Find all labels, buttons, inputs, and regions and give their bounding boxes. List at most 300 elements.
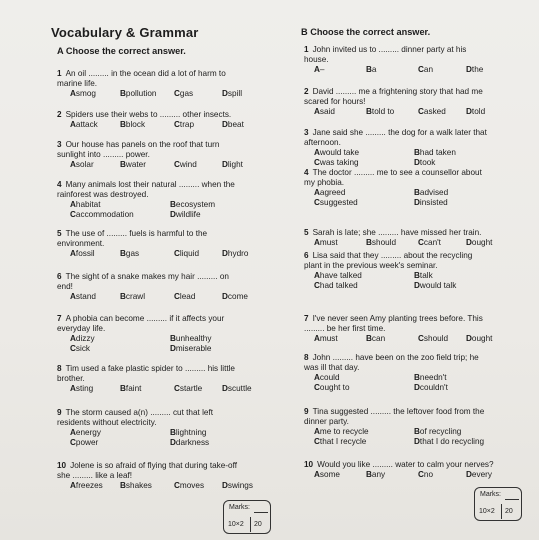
question-number: 7 (57, 314, 62, 323)
question-text-continued: dinner party. (304, 417, 349, 426)
answer-option-c[interactable] (314, 437, 366, 447)
option-text: a (371, 65, 377, 74)
option-letter: A (314, 427, 320, 436)
option-letter: A (314, 238, 320, 247)
answer-option-b[interactable] (414, 427, 461, 437)
option-letter: B (120, 89, 126, 98)
question-text-continued: she ......... like a leaf! (57, 471, 133, 480)
option-letter: B (414, 271, 420, 280)
answer-option-b[interactable] (120, 249, 139, 259)
option-text: was taking (319, 158, 359, 167)
option-letter: A (314, 148, 320, 157)
question-text: Sarah is late; she ......... have missed her train. (312, 228, 482, 237)
option-letter: D (222, 384, 228, 393)
question-text-continued: scared for hours! (304, 97, 366, 106)
answer-option-c[interactable] (418, 238, 441, 248)
answer-option-a[interactable] (70, 481, 103, 491)
answer-option-c[interactable] (314, 281, 358, 291)
answer-option-b[interactable] (120, 481, 152, 491)
option-letter: A (314, 334, 320, 343)
option-text: no (423, 470, 434, 479)
question-number: 5 (57, 229, 62, 238)
option-text: lead (179, 292, 196, 301)
question-text: The doctor ......... me to see a counsellor about (312, 168, 482, 177)
option-letter: A (70, 200, 76, 209)
answer-option-d[interactable] (466, 334, 492, 344)
option-letter: B (414, 427, 420, 436)
option-text: have talked (319, 271, 362, 280)
option-text: smog (75, 89, 96, 98)
answer-option-d[interactable] (222, 160, 243, 170)
answer-option-b[interactable] (366, 65, 376, 75)
answer-option-a[interactable] (70, 334, 95, 344)
answer-option-c[interactable] (314, 383, 350, 393)
option-text: pollution (125, 89, 157, 98)
answer-option-a[interactable] (70, 249, 95, 259)
answer-option-a[interactable] (314, 334, 338, 344)
question-2 (304, 87, 483, 107)
option-letter: B (366, 65, 372, 74)
option-letter: B (366, 107, 372, 116)
question-text: Lisa said that they ......... about the recycling (312, 251, 473, 260)
answer-option-a[interactable] (314, 65, 324, 75)
answer-option-a[interactable] (314, 238, 338, 248)
option-text: any (371, 470, 386, 479)
question-text: John invited us to ......... dinner party at his (312, 45, 467, 54)
question-text-continued: everyday life. (57, 324, 106, 333)
question-text-continued: my phobia. (304, 178, 345, 187)
answer-option-c[interactable] (314, 158, 359, 168)
option-text: told to (371, 107, 395, 116)
question-text: Tina suggested ......... the leftover food from the (312, 407, 485, 416)
answer-option-b[interactable] (414, 148, 456, 158)
option-letter: A (70, 481, 76, 490)
option-text: sick (75, 344, 91, 353)
option-text: the (471, 65, 484, 74)
option-letter: A (70, 384, 76, 393)
option-letter: D (222, 481, 228, 490)
answer-option-d[interactable] (222, 249, 248, 259)
option-letter: B (120, 120, 126, 129)
option-letter: A (314, 271, 320, 280)
option-text: me to recycle (319, 427, 369, 436)
option-letter: A (70, 89, 76, 98)
option-text: spill (227, 89, 243, 98)
option-text: lightning (175, 428, 207, 437)
answer-option-b[interactable] (170, 428, 206, 438)
option-text: an (423, 65, 434, 74)
option-letter: B (366, 334, 372, 343)
answer-option-c[interactable] (418, 107, 446, 117)
answer-option-b[interactable] (170, 334, 211, 344)
option-text: asked (423, 107, 446, 116)
question-text-continued: marine life. (57, 79, 98, 88)
option-letter: A (314, 107, 320, 116)
question-text: Many animals lost their natural ......... when the (65, 180, 235, 189)
option-text: wildlife (175, 210, 201, 219)
question-text-continued: sunlight into ......... power. (57, 150, 150, 159)
marks-label: Marks: (229, 504, 250, 511)
answer-option-d[interactable] (222, 89, 242, 99)
option-letter: C (174, 249, 180, 258)
answer-option-d[interactable] (414, 158, 435, 168)
answer-option-a[interactable] (70, 120, 98, 130)
option-letter: C (418, 107, 424, 116)
option-text: should (423, 334, 449, 343)
answer-option-a[interactable] (314, 427, 369, 437)
answer-option-d[interactable] (170, 210, 201, 220)
question-number: 5 (304, 228, 309, 237)
option-letter: C (70, 344, 76, 353)
option-letter: C (418, 334, 424, 343)
question-3 (304, 128, 487, 148)
option-letter: D (170, 344, 176, 353)
option-text: gas (125, 249, 140, 258)
option-letter: D (414, 198, 420, 207)
option-letter: A (70, 160, 76, 169)
option-letter: D (414, 437, 420, 446)
question-number: 2 (57, 110, 62, 119)
option-letter: D (466, 65, 472, 74)
section-b-marks-box (474, 487, 522, 521)
option-letter: D (170, 210, 176, 219)
question-1 (57, 69, 226, 89)
option-text: habitat (75, 200, 101, 209)
option-letter: B (414, 148, 420, 157)
option-letter: B (366, 238, 372, 247)
answer-option-c[interactable] (70, 344, 90, 354)
option-letter: D (222, 120, 228, 129)
option-letter: D (466, 334, 472, 343)
question-number: 4 (57, 180, 62, 189)
answer-option-c[interactable] (418, 470, 433, 480)
question-number: 8 (57, 364, 62, 373)
answer-option-b[interactable] (120, 160, 146, 170)
answer-option-c[interactable] (174, 384, 202, 394)
option-text: stand (75, 292, 96, 301)
answer-option-a[interactable] (314, 470, 340, 480)
answer-option-d[interactable] (414, 281, 456, 291)
question-text-continued: afternoon. (304, 138, 341, 147)
answer-option-b[interactable] (366, 238, 396, 248)
option-text: miserable (175, 344, 212, 353)
answer-option-a[interactable] (70, 160, 94, 170)
answer-option-a[interactable] (70, 384, 93, 394)
option-text: hydro (227, 249, 249, 258)
marks-divider (250, 517, 251, 532)
question-text: The sight of a snake makes my hair ......... on (65, 272, 229, 281)
option-letter: D (222, 292, 228, 301)
answer-option-d[interactable] (170, 438, 209, 448)
answer-option-a[interactable] (70, 292, 96, 302)
marks-divider (501, 504, 502, 519)
option-letter: D (466, 470, 472, 479)
option-letter: A (70, 334, 76, 343)
option-letter: A (314, 65, 320, 74)
option-text: shakes (125, 481, 152, 490)
answer-option-a[interactable] (70, 89, 96, 99)
marks-fraction: 10×2 (479, 508, 495, 515)
answer-option-c[interactable] (174, 249, 199, 259)
question-text: David ......... me a frightening story that had me (312, 87, 483, 96)
question-number: 8 (304, 353, 309, 362)
question-10 (57, 461, 237, 481)
option-text: took (419, 158, 436, 167)
answer-option-d[interactable] (466, 238, 492, 248)
question-number: 3 (57, 140, 62, 149)
option-letter: C (418, 65, 424, 74)
option-letter: C (174, 481, 180, 490)
answer-option-c[interactable] (174, 160, 197, 170)
question-number: 3 (304, 128, 309, 137)
option-text: should (371, 238, 397, 247)
question-number: 6 (304, 251, 309, 260)
question-text-continued: residents without electricity. (57, 418, 157, 427)
option-text: liquid (179, 249, 200, 258)
answer-option-b[interactable] (120, 120, 145, 130)
option-text: every (471, 470, 492, 479)
option-letter: A (70, 120, 76, 129)
answer-option-a[interactable] (314, 148, 359, 158)
question-text: An oil ......... in the ocean did a lot of harm to (65, 69, 226, 78)
option-text: light (227, 160, 243, 169)
option-text: attack (75, 120, 98, 129)
option-text: talk (419, 271, 433, 280)
question-text: Tim used a fake plastic spider to ......... his little (65, 364, 235, 373)
option-text: swings (227, 481, 253, 490)
option-letter: A (314, 470, 320, 479)
option-text: can't (423, 238, 441, 247)
question-text-continued: rainforest was destroyed. (57, 190, 149, 199)
question-text: Jane said she ......... the dog for a walk later that (312, 128, 487, 137)
question-5 (304, 228, 481, 238)
question-text: John ......... have been on the zoo field trip; he (312, 353, 479, 362)
option-text: sting (75, 384, 94, 393)
answer-option-b[interactable] (414, 373, 447, 383)
question-text-continued: plant in the previous week's seminar. (304, 261, 438, 270)
marks-total: 20 (505, 508, 513, 515)
answer-option-a[interactable] (70, 200, 101, 210)
option-text: needn't (419, 373, 447, 382)
answer-option-a[interactable] (314, 188, 345, 198)
answer-option-d[interactable] (222, 481, 253, 491)
answer-option-b[interactable] (414, 271, 433, 281)
section-a-heading: A Choose the correct answer. (57, 46, 186, 56)
section-b-heading: B Choose the correct answer. (301, 27, 431, 37)
option-letter: B (366, 470, 372, 479)
option-text: that I recycle (319, 437, 367, 446)
option-text: of recycling (419, 427, 462, 436)
option-letter: C (314, 281, 320, 290)
answer-option-d[interactable] (222, 384, 252, 394)
question-number: 1 (304, 45, 309, 54)
option-letter: C (70, 210, 76, 219)
option-text: can (371, 334, 386, 343)
option-letter: D (466, 107, 472, 116)
option-letter: B (120, 384, 126, 393)
option-text: advised (419, 188, 449, 197)
question-10 (304, 460, 494, 470)
option-text: dizzy (75, 334, 95, 343)
option-letter: B (170, 334, 176, 343)
answer-option-d[interactable] (222, 120, 244, 130)
question-number: 6 (57, 272, 62, 281)
question-8 (304, 353, 479, 373)
answer-option-c[interactable] (174, 120, 194, 130)
option-text: had talked (319, 281, 358, 290)
option-text: come (227, 292, 248, 301)
option-letter: A (314, 373, 320, 382)
answer-option-d[interactable] (170, 344, 211, 354)
option-letter: D (222, 160, 228, 169)
question-text: Our house has panels on the roof that turn (65, 140, 220, 149)
option-letter: A (70, 292, 76, 301)
option-letter: C (174, 384, 180, 393)
answer-option-d[interactable] (414, 437, 484, 447)
option-text: water (125, 160, 146, 169)
option-letter: C (174, 120, 180, 129)
option-letter: D (222, 89, 228, 98)
question-text: Would you like ......... water to calm your nerves? (317, 460, 494, 469)
answer-option-c[interactable] (70, 210, 134, 220)
question-number: 9 (304, 407, 309, 416)
question-text-continued: brother. (57, 374, 85, 383)
option-letter: D (222, 249, 228, 258)
page-title: Vocabulary & Grammar (51, 25, 199, 40)
option-letter: C (314, 437, 320, 446)
option-text: – (319, 65, 325, 74)
answer-option-a[interactable] (314, 107, 335, 117)
question-text-continued: end! (57, 282, 73, 291)
option-text: beat (227, 120, 244, 129)
question-number: 4 (304, 168, 309, 177)
answer-option-a[interactable] (70, 428, 101, 438)
option-letter: A (314, 188, 320, 197)
question-2 (57, 110, 231, 120)
question-7 (57, 314, 224, 334)
option-text: ought (471, 238, 493, 247)
option-letter: A (70, 249, 76, 258)
question-text: A phobia can become ......... if it affects your (65, 314, 225, 323)
answer-option-c[interactable] (418, 65, 433, 75)
answer-option-c[interactable] (418, 334, 448, 344)
question-number: 7 (304, 314, 309, 323)
question-6 (57, 272, 229, 292)
answer-option-b[interactable] (414, 188, 448, 198)
question-3 (57, 140, 219, 160)
option-text: accommodation (75, 210, 134, 219)
question-text: Spiders use their webs to ......... other insects. (65, 110, 232, 119)
option-text: would talk (419, 281, 457, 290)
answer-option-d[interactable] (466, 470, 492, 480)
answer-option-a[interactable] (314, 271, 362, 281)
answer-option-a[interactable] (314, 373, 340, 383)
option-text: solar (75, 160, 94, 169)
question-4 (57, 180, 235, 200)
answer-option-d[interactable] (414, 198, 448, 208)
question-text-continued: was ill that day. (304, 363, 360, 372)
option-letter: B (414, 373, 420, 382)
option-text: darkness (175, 438, 210, 447)
option-letter: D (170, 438, 176, 447)
question-text: The storm caused a(n) ......... cut that left (65, 408, 213, 417)
option-text: could (319, 373, 340, 382)
option-text: gas (179, 89, 194, 98)
option-letter: B (120, 292, 126, 301)
marks-total: 20 (254, 521, 262, 528)
answer-option-c[interactable] (70, 438, 98, 448)
question-text: Jolene is so afraid of flying that during take-off (70, 461, 237, 470)
option-text: unhealthy (175, 334, 212, 343)
answer-option-b[interactable] (120, 384, 141, 394)
option-text: power (75, 438, 99, 447)
answer-option-c[interactable] (174, 89, 193, 99)
option-letter: B (120, 481, 126, 490)
option-text: had taken (419, 148, 456, 157)
option-text: that I do recycling (419, 437, 485, 446)
option-text: some (319, 470, 340, 479)
option-text: fossil (75, 249, 95, 258)
question-number: 10 (57, 461, 67, 470)
marks-score-blank (254, 512, 268, 513)
question-1 (304, 45, 466, 65)
answer-option-c[interactable] (314, 198, 358, 208)
question-9 (304, 407, 484, 427)
answer-option-b[interactable] (120, 292, 145, 302)
answer-option-d[interactable] (414, 383, 448, 393)
question-8 (57, 364, 235, 384)
answer-option-b[interactable] (170, 200, 215, 210)
answer-option-b[interactable] (120, 89, 156, 99)
option-letter: B (120, 160, 126, 169)
option-text: ought (471, 334, 493, 343)
answer-option-b[interactable] (366, 470, 385, 480)
answer-option-c[interactable] (174, 292, 195, 302)
option-text: ecosystem (175, 200, 216, 209)
option-text: suggested (319, 198, 358, 207)
option-letter: D (466, 238, 472, 247)
question-text: The use of ......... fuels is harmful to the (65, 229, 208, 238)
option-text: ought to (319, 383, 350, 392)
question-5 (57, 229, 207, 249)
marks-fraction: 10×2 (228, 521, 244, 528)
option-text: freezes (75, 481, 103, 490)
answer-option-c[interactable] (174, 481, 204, 491)
answer-option-b[interactable] (366, 107, 394, 117)
option-letter: D (414, 281, 420, 290)
question-number: 9 (57, 408, 62, 417)
answer-option-d[interactable] (466, 107, 485, 117)
answer-option-d[interactable] (466, 65, 483, 75)
option-letter: C (174, 292, 180, 301)
question-text-continued: environment. (57, 239, 105, 248)
question-text-continued: house. (304, 55, 329, 64)
option-text: wind (179, 160, 197, 169)
option-letter: B (414, 188, 420, 197)
option-letter: C (418, 470, 424, 479)
option-text: energy (75, 428, 101, 437)
option-text: agreed (319, 188, 346, 197)
answer-option-d[interactable] (222, 292, 248, 302)
answer-option-b[interactable] (366, 334, 385, 344)
question-6 (304, 251, 472, 271)
option-text: crawl (125, 292, 146, 301)
option-letter: C (70, 438, 76, 447)
question-4 (304, 168, 482, 188)
option-text: startle (179, 384, 203, 393)
question-number: 10 (304, 460, 314, 469)
option-letter: C (174, 89, 180, 98)
